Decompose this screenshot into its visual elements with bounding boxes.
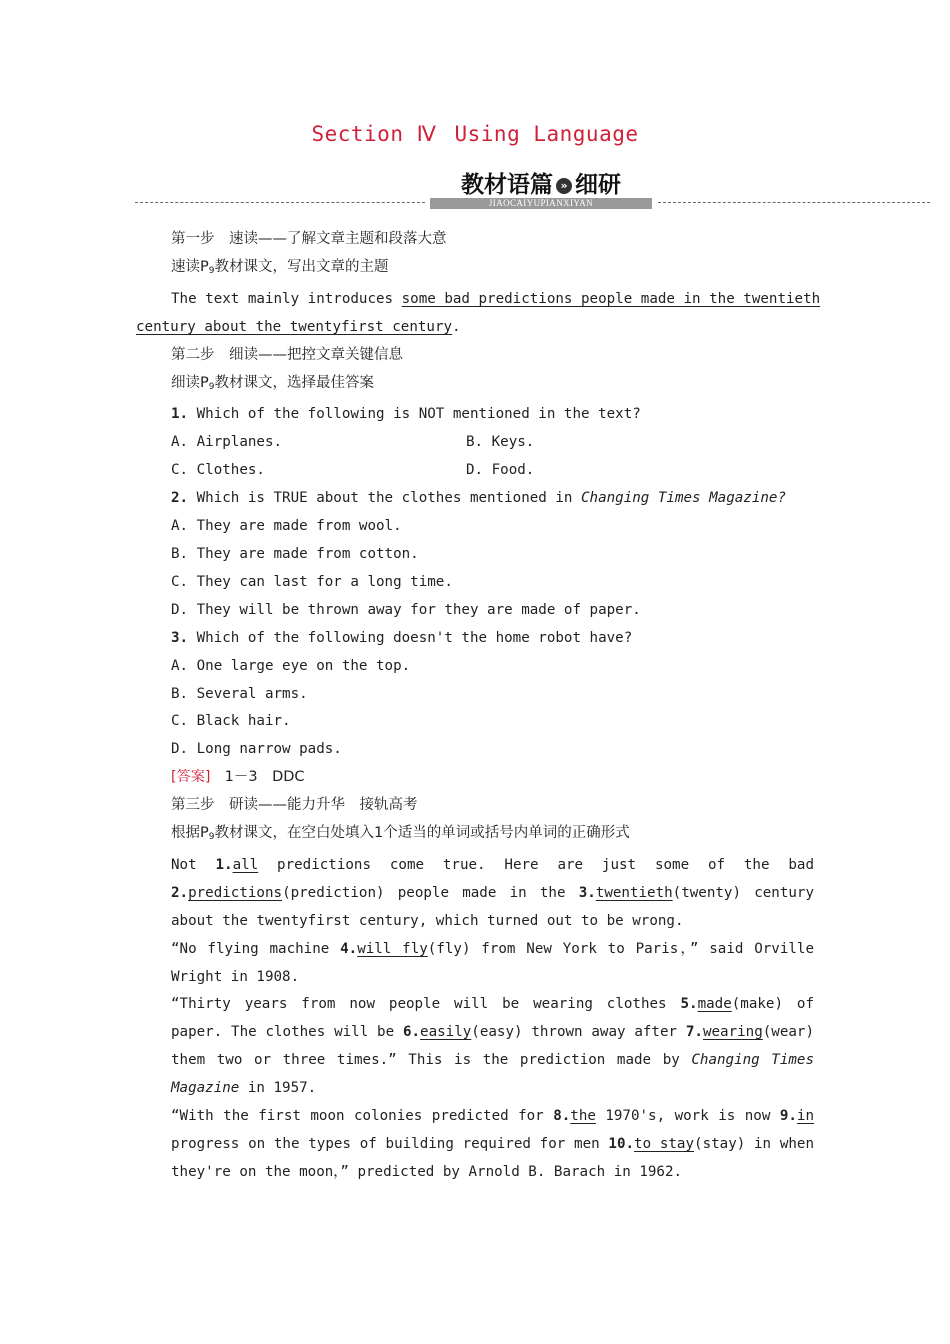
q2-option-d: D. They will be thrown away for they are made of paper. [171, 601, 641, 618]
passage-text: (twenty) century about the twentyfirst century, which turned out to be wrong. [171, 884, 814, 929]
q1-options-row1 [136, 429, 814, 457]
blank-answer: predictions [188, 884, 283, 901]
blank-answer: to stay [634, 1136, 695, 1152]
question-1 [136, 401, 814, 429]
q2-option-a: A. They are made from wool. [171, 518, 402, 535]
q3-option-c: C. Black hair. [171, 713, 291, 730]
passage-text: (make) of paper. The clothes will be [171, 996, 815, 1041]
blank-number: 3. [578, 884, 596, 901]
passage-text: Not [171, 856, 216, 873]
blank-number: 2. [171, 884, 189, 901]
section-topic: Using Language [454, 122, 639, 146]
passage-text: 1970's, work is now [595, 1108, 780, 1125]
q2-option-b: B. They are made from cotton. [171, 545, 419, 562]
blank-number: 4. [340, 940, 358, 957]
passage-text: (easy) thrown away after [471, 1024, 686, 1041]
banner-divider-right [658, 202, 930, 203]
passage-text: progress on the types of building required for men [171, 1136, 609, 1152]
question-text: Which is TRUE about the clothes mentioned in [196, 490, 582, 507]
passage-text: “No flying machine [171, 940, 341, 957]
passage-text: “Thirty years from now people will be wearing clothes [171, 996, 681, 1013]
q3-option-a: A. One large eye on the top. [171, 657, 411, 674]
step2-heading: 第二步 细读——把控文章关键信息 [171, 346, 403, 363]
answer-lead: The text mainly introduces [171, 290, 402, 307]
step3-heading: 第三步 研读——能力升华 接轨高考 [171, 797, 418, 814]
q3-option-b: B. Several arms. [171, 685, 308, 702]
blank-number: 6. [402, 1024, 421, 1041]
instruction-text: 教材课文，在空白处填入1个适当的单词或括号内单词的正确形式 [214, 825, 630, 842]
blank-number: 9. [779, 1108, 797, 1125]
blank-answer: all [232, 856, 259, 873]
blank-answer: made [697, 996, 732, 1013]
passage-text: (wear) them two or three times.” This is the prediction made by [171, 1024, 815, 1069]
arrow-icon: » [556, 178, 572, 194]
option-b: B. Keys. [466, 434, 535, 451]
section-number: Section Ⅳ [311, 122, 437, 146]
magazine-title: Changing Times Magazine [171, 1052, 814, 1097]
instruction-text: 速读P [171, 258, 209, 275]
blank-number: 1. [215, 856, 233, 873]
blank-answer: easily [420, 1024, 472, 1041]
answer-fill: some bad predictions people made in the twentieth [401, 290, 821, 307]
cloze-paragraph-2 [136, 936, 814, 992]
blank-answer: wearing [702, 1024, 763, 1041]
page-subscript: 9 [208, 265, 215, 276]
page-subscript: 9 [208, 381, 215, 392]
instruction-text: 教材课文，写出文章的主题 [214, 258, 389, 275]
page-subscript: 9 [208, 832, 215, 843]
passage-text: (prediction) people made in the [282, 884, 579, 901]
q1-options-row2 [136, 457, 814, 485]
question-number: 3. [171, 629, 189, 646]
banner-pinyin: JIAOCAIYUPIANXIYAN [430, 198, 652, 209]
answer-text: 1－3 DDC [224, 769, 305, 786]
passage-text: predictions come true. Here are just some of the bad [258, 856, 814, 873]
banner-heading [430, 166, 652, 199]
step1-heading: 第一步 速读——了解文章主题和段落大意 [171, 231, 447, 247]
question-3 [136, 625, 814, 653]
cloze-paragraph-1 [136, 852, 814, 936]
answer-fill: century about the twentyfirst century [136, 318, 453, 335]
blank-number: 7. [685, 1024, 703, 1041]
blank-number: 10. [608, 1136, 635, 1152]
option-c: C. Clothes. [171, 462, 265, 479]
answer-label: [答案] [171, 769, 211, 786]
q2-option-c: C. They can last for a long time. [171, 573, 453, 590]
answer-end: . [452, 318, 461, 335]
question-text: Which of the following is NOT mentioned in the text? [196, 406, 641, 423]
step2-instruction [136, 370, 814, 402]
question-number: 1. [171, 406, 189, 423]
option-a: A. Airplanes. [171, 434, 283, 451]
passage-text: (fly) from New York to Paris，” said Orville Wright in 1908. [171, 940, 815, 985]
main-content [136, 226, 821, 1187]
step1-answer-line2 [136, 314, 814, 342]
passage-text: (stay) in when they're on the moon，” predicted by Arnold B. Barach in 1962. [171, 1136, 815, 1180]
instruction-text: 教材课文，选择最佳答案 [214, 374, 374, 391]
blank-answer: twentieth [595, 884, 673, 901]
blank-number: 8. [553, 1108, 571, 1125]
blank-number: 5. [680, 996, 698, 1013]
section-title [0, 122, 950, 146]
magazine-title: Changing Times Magazine? [581, 490, 787, 507]
instruction-text: 根据P [171, 825, 209, 842]
banner-heading-part2: 细研 [575, 172, 621, 198]
blank-answer: will fly [357, 940, 428, 957]
q3-option-d: D. Long narrow pads. [171, 741, 342, 758]
cloze-paragraph-4 [136, 1103, 814, 1187]
step3-instruction [136, 820, 814, 852]
question-number: 2. [171, 490, 189, 507]
blank-answer: in [796, 1108, 814, 1125]
banner-heading-part1: 教材语篇 [461, 172, 553, 198]
passage-text: “With the first moon colonies predicted for [171, 1108, 554, 1125]
step1-instruction [136, 254, 814, 286]
blank-answer: the [570, 1108, 596, 1125]
question-text: Which of the following doesn't the home robot have? [196, 629, 633, 646]
answer-key [136, 764, 814, 792]
instruction-text: 细读P [171, 374, 209, 391]
question-2 [136, 485, 814, 513]
option-d: D. Food. [466, 462, 535, 479]
section-banner [135, 166, 930, 212]
step1-answer-line1 [136, 286, 821, 314]
passage-text: in 1957. [239, 1080, 317, 1097]
banner-divider-left [135, 202, 425, 203]
cloze-paragraph-3 [136, 991, 814, 1103]
